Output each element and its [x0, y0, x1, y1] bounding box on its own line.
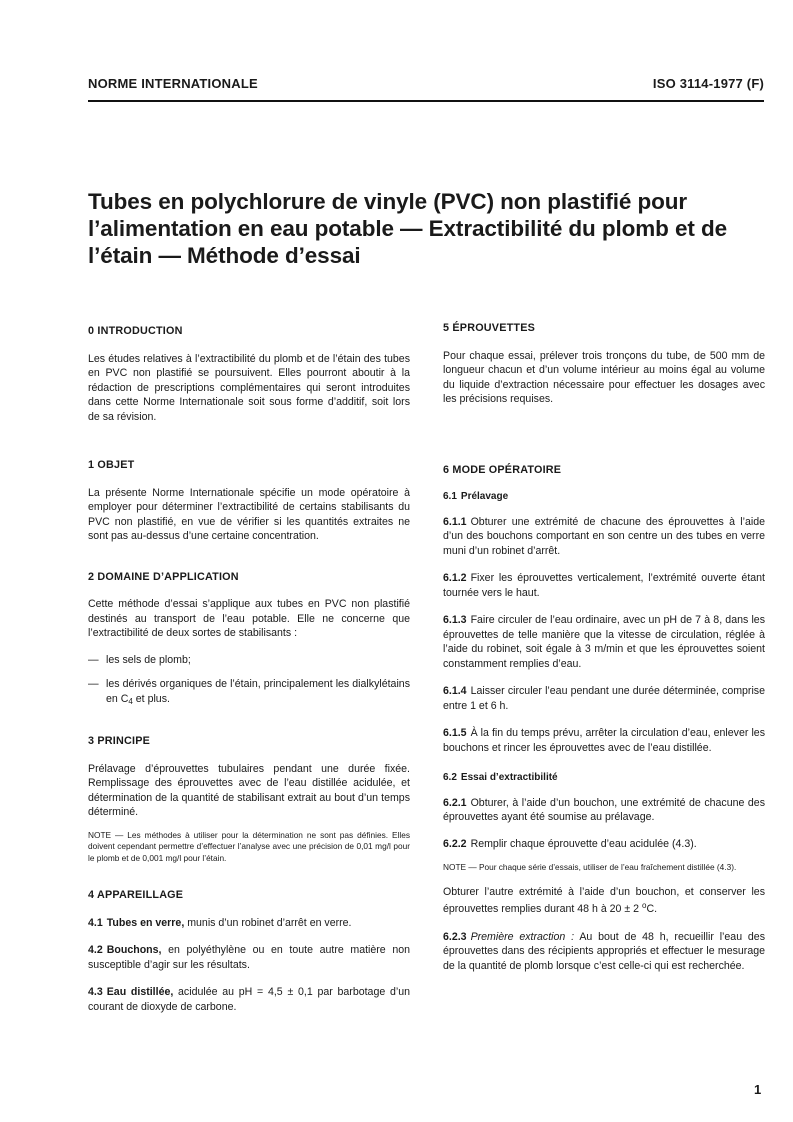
- item-term: Tubes en verre,: [106, 916, 185, 929]
- para-6-1-5: [443, 726, 765, 755]
- para-6-1-1: [443, 515, 765, 559]
- para-6-2-3: [443, 930, 765, 974]
- page-header: [88, 76, 764, 95]
- item-number: 4.1: [88, 916, 103, 929]
- dash: —: [88, 653, 99, 666]
- subsection-6-2-title: [443, 771, 765, 786]
- item-number: 6.1.2: [443, 572, 467, 584]
- item-number: 4.2: [88, 944, 103, 956]
- para-text: Au bout de 48 h, recueillir l’eau des éprouvettes dans des récipients appropriés et effectuer le mesurage de la quantité de plomb lorsque c’est celle-ci qui est recherchée.: [443, 930, 765, 972]
- dash: —: [88, 678, 99, 690]
- para-text: Remplir chaque éprouvette d’eau acidulée (4.3).: [470, 837, 697, 850]
- item-number: 4.3: [88, 986, 103, 998]
- section-eprouvettes: [443, 321, 765, 407]
- section-heading: 4 APPAREILLAGE: [88, 889, 184, 901]
- section-objet: [88, 458, 410, 544]
- para-italic: Première extraction :: [470, 930, 575, 943]
- list-item-text-part: les dérivés organiques de l’étain, principalement les dialkylétains en C: [106, 678, 410, 705]
- left-column: [88, 324, 410, 1014]
- para-6-1-3: [443, 613, 765, 671]
- para-6-1-4: [443, 684, 765, 713]
- subsection-title: Essai d’extractibilité: [460, 772, 558, 783]
- item-4-1: [88, 916, 410, 931]
- list-item-text: les sels de plomb;: [106, 653, 191, 666]
- para-text: Obturer l’autre extrémité à l’aide d’un bouchon, et conserver les éprouvettes remplies durant 48 h à 20 ± 2: [443, 885, 765, 915]
- list-item: [88, 653, 410, 668]
- section-introduction: [88, 324, 410, 424]
- section-principe: [88, 734, 410, 864]
- para-6-2-1: [443, 796, 765, 825]
- section-text: Cette méthode d’essai s’applique aux tubes en PVC non plastifié destinés au transport de l’eau potable. Elle ne concerne que l’extractibilité de deux sortes de stabilisants :: [88, 598, 410, 639]
- note: NOTE — Pour chaque série d’essais, utiliser de l’eau fraîchement distillée (4.3).: [443, 862, 737, 872]
- subscript: 4: [128, 696, 133, 706]
- para-text: C.: [646, 903, 658, 915]
- list-item-text: [106, 677, 410, 709]
- header-left: NORME INTERNATIONALE: [88, 76, 258, 91]
- para-text: Obturer, à l’aide d’un bouchon, une extrémité de chacune des éprouvettes ayant été soumise au prélavage.: [443, 796, 765, 823]
- para-text: Fixer les éprouvettes verticalement, l’extrémité ouverte étant tournée vers le haut.: [443, 572, 765, 599]
- right-column: [443, 321, 765, 973]
- degree-sign: o: [641, 901, 647, 910]
- section-text: Les études relatives à l’extractibilité du plomb et de l’étain des tubes en PVC non plastifié se poursuivent. Elles pourront aboutir à la rédaction de prescriptions complémentaires qui seront introduites dans cette Norme Internationale soit sous forme d’additif, soit lors de sa révision.: [88, 352, 410, 423]
- list-item: [88, 677, 410, 709]
- para-6-2-2-continued: [443, 885, 765, 917]
- document-title: Tubes en polychlorure de vinyle (PVC) non plastifié pour l’alimentation en eau potable — Extractibilité du plomb et de l’étain — Méthode d’essai: [88, 189, 727, 268]
- header-right: ISO 3114-1977 (F): [652, 76, 764, 91]
- item-number: 6.1.1: [443, 515, 467, 528]
- section-domaine: [88, 570, 410, 710]
- item-number: 6.2.2: [443, 837, 467, 850]
- section-text: Pour chaque essai, prélever trois tronçons du tube, de 500 mm de longueur chacun et d’un volume intérieur au moins égal au volume du liquide d’extraction nécessaire pour effectuer les dosages avec les précisions requises.: [443, 349, 765, 405]
- section-heading: 5 ÉPROUVETTES: [443, 322, 535, 334]
- para-6-2-2: [443, 837, 765, 852]
- item-term: Bouchons,: [106, 944, 162, 956]
- item-number: 6.1.5: [443, 727, 467, 739]
- item-number: 6.2.3: [443, 930, 467, 943]
- item-number: 6.1: [443, 491, 457, 502]
- item-number: 6.1.4: [443, 685, 467, 697]
- subsection-6-1-title: [443, 490, 765, 505]
- section-text: La présente Norme Internationale spécifie un mode opératoire à employer pour déterminer l’extractibilité de certains stabilisants du PVC non plastifié, en vue de vérifier si les quantités extraites ne sont pas au-dessus d’une certaine concentration.: [88, 486, 410, 542]
- header-rule: [88, 100, 764, 102]
- item-term: Eau distillée,: [106, 986, 174, 998]
- section-text: Prélavage d’éprouvettes tubulaires pendant une durée fixée. Remplissage des éprouvettes avec de l’eau distillée acidulée, et détermination de la quantité de stabilisant extrait au bout d’un temps déterminé.: [88, 762, 410, 818]
- item-number: 6.2.1: [443, 796, 467, 809]
- section-appareillage: [88, 888, 410, 1014]
- para-text: Faire circuler de l’eau ordinaire, avec un pH de 7 à 8, dans les éprouvettes de telle manière que la vitesse de circulation, réglée à l’aide du robinet, soit égale à 3 m/min et que les éprouvettes soient constamment remplies d’eau.: [443, 614, 765, 670]
- para-6-1-2: [443, 571, 765, 600]
- para-text: Laisser circuler l’eau pendant une durée déterminée, comprise entre 1 et 6 h.: [443, 685, 765, 712]
- subsection-title: Prélavage: [460, 491, 509, 502]
- para-text: À la fin du temps prévu, arrêter la circulation d’eau, enlever les bouchons et rincer les éprouvettes avec de l’eau distillée.: [443, 727, 765, 754]
- item-4-2: [88, 943, 410, 972]
- section-heading: 6 MODE OPÉRATOIRE: [443, 463, 562, 476]
- section-mode-operatoire: [443, 463, 765, 974]
- item-text: acidulée au pH = 4,5 ± 0,1 par barbotage d’un courant de dioxyde de carbone.: [88, 986, 410, 1013]
- para-text: Obturer une extrémité de chacune des éprouvettes à l’aide d’un des bouchons comportant en son centre un des tubes en verre muni d’un robinet d’arrêt.: [443, 515, 765, 557]
- section-heading: 1 OBJET: [88, 459, 135, 471]
- note: NOTE — Les méthodes à utiliser pour la détermination ne sont pas définies. Elles doivent cependant permettre d’effectuer l’analyse avec une précision de 0,01 mg/l pour le plomb et de 0,001 mg/l pour l’étain.: [88, 829, 410, 863]
- page-number: 1: [754, 1082, 762, 1097]
- item-number: 6.2: [443, 772, 457, 783]
- section-heading: 2 DOMAINE D’APPLICATION: [88, 570, 239, 583]
- item-text: munis d’un robinet d’arrêt en verre.: [184, 916, 352, 929]
- section-heading: 3 PRINCIPE: [88, 735, 150, 747]
- item-4-3: [88, 985, 410, 1014]
- section-heading: 0 INTRODUCTION: [88, 325, 183, 337]
- item-number: 6.1.3: [443, 614, 467, 626]
- list-item-text-part: et plus.: [132, 692, 170, 705]
- item-text: en polyéthylène ou en toute autre matière non susceptible d’agir sur les résultats.: [88, 944, 410, 971]
